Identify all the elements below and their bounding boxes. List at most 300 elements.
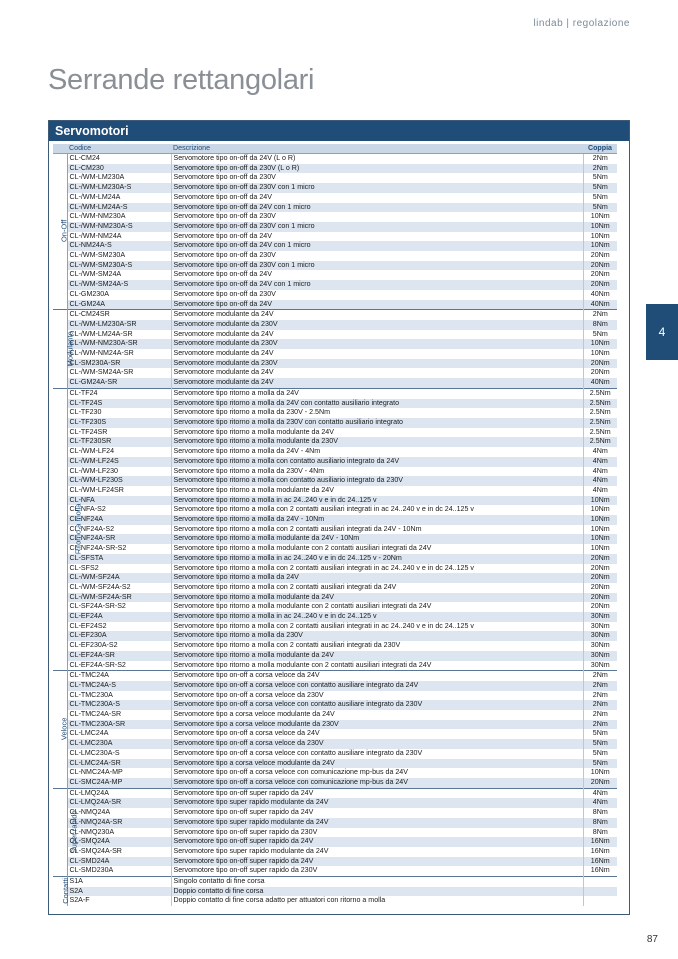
table-row <box>53 641 617 651</box>
table-row <box>53 759 617 769</box>
description-cell: Servomotore tipo on-off da 230V con 1 micro <box>171 222 583 232</box>
code-cell: CL-/WM-SM230A-S <box>67 261 171 271</box>
torque-cell: 2Nm <box>583 154 617 164</box>
description-cell: Doppio contatto di fine corsa <box>171 887 583 897</box>
description-cell: Servomotore tipo ritorno a molla da 24V - 10Nm <box>171 515 583 525</box>
table-row <box>53 828 617 838</box>
table-row <box>53 359 617 369</box>
description-cell: Servomotore tipo ritorno a molla modulante da 24V - 10Nm <box>171 534 583 544</box>
torque-cell: 30Nm <box>583 612 617 622</box>
code-cell: CL-NFA <box>67 496 171 506</box>
torque-cell: 4Nm <box>583 476 617 486</box>
table-row <box>53 525 617 535</box>
table-row <box>53 768 617 778</box>
code-cell: CL-/WM-LF24S <box>67 457 171 467</box>
code-cell: CL-GM24A <box>67 300 171 310</box>
code-cell: CL-/WM-LM24A <box>67 193 171 203</box>
table-row <box>53 349 617 359</box>
description-cell: Servomotore tipo on-off da 24V <box>171 270 583 280</box>
torque-cell <box>583 896 617 906</box>
table-row <box>53 739 617 749</box>
torque-cell: 10Nm <box>590 505 610 514</box>
torque-cell: 30Nm <box>590 641 610 650</box>
torque-cell: 2Nm <box>583 681 617 691</box>
description-cell: Servomotore modulante da 24V <box>171 330 583 340</box>
torque-cell: 4Nm <box>583 798 617 808</box>
table-row <box>53 222 617 232</box>
description-cell: Servomotore tipo on-off a corsa veloce con contatto ausiliare integrato da 24V <box>171 681 583 691</box>
code-cell: CL-SMQ24A-SR <box>67 847 171 857</box>
torque-cell: 2Nm <box>583 720 617 730</box>
torque-cell: 5Nm <box>583 203 617 213</box>
description-cell: Servomotore tipo on-off a corsa veloce da 24V <box>171 671 583 681</box>
code-cell: S2A <box>67 887 171 897</box>
description-cell: Servomotore tipo ritorno a molla con 2 contatti ausiliari integrati in ac 24..240 v e in dc 24..125 v <box>171 505 583 515</box>
table-row <box>53 778 617 788</box>
description-cell: Servomotore tipo a corsa veloce modulante da 230V <box>171 720 583 730</box>
description-cell: Servomotore modulante da 230V <box>171 320 583 330</box>
servomotori-grid <box>53 144 617 906</box>
code-cell: CL-TMC24A <box>67 671 171 681</box>
torque-cell: 2.5Nm <box>583 388 617 398</box>
code-cell: CL-/WM-LM24A-S <box>67 203 171 213</box>
description-cell: Servomotore tipo super rapido modulante da 24V <box>171 847 583 857</box>
torque-cell: 10Nm <box>583 222 617 232</box>
torque-cell: 16Nm <box>583 837 617 847</box>
description-cell: Servomotore tipo on-off a corsa veloce con comunicazione mp-bus da 24V <box>171 768 583 778</box>
table-row <box>53 622 617 632</box>
torque-cell: 8Nm <box>592 808 608 817</box>
torque-cell: 10Nm <box>590 349 610 358</box>
torque-cell: 40Nm <box>583 378 617 388</box>
description-cell: Servomotore tipo super rapido modulante da 24V <box>171 818 583 828</box>
description-cell: Servomotore tipo on-off da 230V con 1 micro <box>171 183 583 193</box>
torque-cell: 5Nm <box>592 329 608 338</box>
table-row <box>53 720 617 730</box>
group-label: On-Off <box>59 219 69 243</box>
torque-cell: 4Nm <box>592 485 608 494</box>
torque-cell: 2Nm <box>592 690 608 699</box>
table-row <box>53 164 617 174</box>
torque-cell: 40Nm <box>590 289 610 298</box>
torque-cell: 5Nm <box>583 759 617 769</box>
table-row <box>53 486 617 496</box>
description-cell: Servomotore tipo a corsa veloce modulante da 24V <box>171 710 583 720</box>
torque-cell: 20Nm <box>590 368 610 377</box>
description-cell: Servomotore tipo on-off a corsa veloce da 230V <box>171 691 583 701</box>
code-cell: CL-/WM-LM24A-SR <box>67 330 171 340</box>
table-row <box>53 212 617 222</box>
code-cell: CL-NF24A-SR-S2 <box>67 544 171 554</box>
description-cell: Servomotore tipo ritorno a molla da 24V con contatto ausiliario integrato <box>171 399 583 409</box>
code-cell: CL-SF24A-SR-S2 <box>67 602 171 612</box>
torque-cell: 5Nm <box>583 183 617 193</box>
description-cell: Servomotore tipo on-off super rapido da 24V <box>171 808 583 818</box>
code-cell: CL-NMQ230A <box>67 828 171 838</box>
page-title: Serrande rettangolari <box>48 64 315 96</box>
description-cell: Servomotore tipo on-off da 230V <box>171 290 583 300</box>
group-label: Contatti <box>61 878 71 905</box>
torque-cell: 8Nm <box>583 320 617 330</box>
code-cell: CL-SMC24A-MP <box>67 778 171 788</box>
description-cell: Servomotore modulante da 24V <box>171 310 583 320</box>
table-row <box>53 534 617 544</box>
description-cell: Servomotore tipo on-off a corsa veloce da 230V <box>171 739 583 749</box>
table-header-row <box>53 144 617 154</box>
description-cell: Servomotore modulante da 24V <box>171 378 583 388</box>
torque-cell: 20Nm <box>590 270 610 279</box>
torque-cell: 2Nm <box>592 710 608 719</box>
table-row <box>53 251 617 261</box>
table-row <box>53 505 617 515</box>
code-cell: CL-LMC24A-SR <box>67 759 171 769</box>
torque-cell: 10Nm <box>590 231 610 240</box>
table-row <box>53 418 617 428</box>
code-cell: CL-NF24A <box>67 515 171 525</box>
torque-cell: 20Nm <box>583 778 617 788</box>
description-cell: Servomotore tipo on-off da 230V <box>171 212 583 222</box>
table-title: Servomotori <box>49 121 629 141</box>
torque-cell: 2Nm <box>583 310 617 320</box>
torque-cell: 20Nm <box>583 261 617 271</box>
code-cell: CL-/WM-SM230A <box>67 251 171 261</box>
code-cell: CL-SMD24A <box>67 857 171 867</box>
code-cell: CL-/WM-LM230A-SR <box>67 320 171 330</box>
description-cell: Servomotore tipo ritorno a molla con 2 contatti ausiliari integrati da 24V - 10Nm <box>171 525 583 535</box>
table-row <box>53 496 617 506</box>
torque-cell: 20Nm <box>583 573 617 583</box>
code-cell: CL-NMQ24A-SR <box>67 818 171 828</box>
table-row <box>53 573 617 583</box>
description-cell: Servomotore tipo ritorno a molla modulante da 24V <box>171 428 583 438</box>
code-cell: CL-LMC24A <box>67 729 171 739</box>
description-column-header: Descrizione <box>171 144 583 154</box>
torque-cell: 2.5Nm <box>583 437 617 447</box>
table-row <box>53 408 617 418</box>
torque-cell: 10Nm <box>590 768 610 777</box>
code-cell: CL-NMQ24A <box>67 808 171 818</box>
code-cell: CL-TF24S <box>67 399 171 409</box>
code-cell: CL-/WM-LF230 <box>67 467 171 477</box>
description-cell: Servomotore tipo ritorno a molla da 230V - 2.5Nm <box>171 408 583 418</box>
code-cell: CL-NM24A-S <box>67 241 171 251</box>
table-row <box>53 896 617 906</box>
group-label-cell <box>53 788 79 876</box>
description-cell: Servomotore tipo ritorno a molla con 2 contatti ausiliari integrati in ac 24..240 v e in dc 24..125 v <box>171 564 583 574</box>
torque-cell: 8Nm <box>583 818 617 828</box>
table-row <box>53 631 617 641</box>
code-cell: CL-/WM-SM24A-S <box>67 280 171 290</box>
code-cell: CL-TMC24A-SR <box>67 710 171 720</box>
code-cell: CL-/WM-NM230A <box>67 212 171 222</box>
table-row <box>53 183 617 193</box>
group-label: Ritorno a molla <box>73 503 83 555</box>
description-cell: Servomotore tipo on-off super rapido da 24V <box>171 857 583 867</box>
code-cell: CL-LMQ24A-SR <box>67 798 171 808</box>
table-row <box>53 300 617 310</box>
code-cell: CL-TF230 <box>67 408 171 418</box>
table-row <box>53 339 617 349</box>
torque-cell: 30Nm <box>583 651 617 661</box>
code-cell: CL-TF230SR <box>67 437 171 447</box>
table-row <box>53 857 617 867</box>
description-cell: Servomotore tipo ritorno a molla da 24V <box>171 573 583 583</box>
description-cell: Servomotore tipo on-off da 24V <box>171 193 583 203</box>
description-cell: Servomotore tipo ritorno a molla con 2 contatti ausiliari integrati in ac 24..240 v e in dc 24..125 v <box>171 622 583 632</box>
table-row <box>53 808 617 818</box>
torque-cell <box>583 887 617 897</box>
table-row <box>53 437 617 447</box>
table-row <box>53 388 617 398</box>
code-cell: CL-CM24SR <box>67 310 171 320</box>
torque-cell: 4Nm <box>592 466 608 475</box>
code-cell: CL-EF230A-S2 <box>67 641 171 651</box>
description-cell: Doppio contatto di fine corsa adatto per attuatori con ritorno a molla <box>171 896 583 906</box>
torque-cell: 40Nm <box>583 300 617 310</box>
table-row <box>53 544 617 554</box>
code-cell: CL-NMC24A-MP <box>67 768 171 778</box>
code-cell: CL-/WM-NM230A-S <box>67 222 171 232</box>
table-row <box>53 467 617 477</box>
description-cell: Servomotore modulante da 230V <box>171 339 583 349</box>
description-cell: Servomotore tipo ritorno a molla con contatto ausiliario integrato da 24V <box>171 457 583 467</box>
torque-cell: 2Nm <box>583 164 617 174</box>
description-cell: Servomotore tipo ritorno a molla da 230V <box>171 631 583 641</box>
description-cell: Servomotore tipo on-off da 24V con 1 micro <box>171 203 583 213</box>
description-cell: Servomotore tipo on-off super rapido da 230V <box>171 828 583 838</box>
description-cell: Servomotore tipo on-off da 230V (L o R) <box>171 164 583 174</box>
group-label-cell <box>53 154 67 310</box>
torque-cell: 2.5Nm <box>583 399 617 409</box>
code-cell: CL-GM230A <box>67 290 171 300</box>
table-row <box>53 818 617 828</box>
torque-cell: 10Nm <box>590 524 610 533</box>
torque-cell: 5Nm <box>592 729 608 738</box>
torque-cell: 5Nm <box>583 739 617 749</box>
code-cell: CL-NFA-S2 <box>67 505 171 515</box>
torque-cell: 20Nm <box>583 593 617 603</box>
description-cell: Servomotore tipo on-off super rapido da 24V <box>171 837 583 847</box>
table-row <box>53 320 617 330</box>
torque-cell: 4Nm <box>583 457 617 467</box>
code-cell: CL-TF24SR <box>67 428 171 438</box>
torque-cell: 5Nm <box>592 192 608 201</box>
torque-cell: 16Nm <box>590 866 610 875</box>
table-row <box>53 729 617 739</box>
code-cell: CL-CM230 <box>67 164 171 174</box>
table-row <box>53 661 617 671</box>
code-cell: CL-/WM-LF24 <box>67 447 171 457</box>
code-cell: CL-/WM-SM24A-SR <box>67 368 171 378</box>
code-cell: CL-/WM-NM230A-SR <box>67 339 171 349</box>
code-cell: CL-/WM-LF230S <box>67 476 171 486</box>
table-row <box>53 691 617 701</box>
table-row <box>53 290 617 300</box>
torque-cell: 2.5Nm <box>589 408 611 417</box>
code-cell: CL-/WM-SF24A-S2 <box>67 583 171 593</box>
code-cell: S2A-F <box>67 896 171 906</box>
group-label: Veloce <box>59 717 69 741</box>
description-cell: Servomotore modulante da 24V <box>171 368 583 378</box>
code-cell: CL-SM230A-SR <box>67 359 171 369</box>
description-cell: Servomotore tipo on-off da 230V <box>171 251 583 261</box>
table-row <box>53 457 617 467</box>
torque-cell: 20Nm <box>583 554 617 564</box>
table-row <box>53 193 617 203</box>
code-cell: CL-/WM-LM230A <box>67 173 171 183</box>
code-cell: CL-/WM-NM24A <box>67 232 171 242</box>
torque-cell: 20Nm <box>590 602 610 611</box>
description-cell: Servomotore tipo on-off da 24V con 1 micro <box>171 280 583 290</box>
torque-cell: 20Nm <box>583 359 617 369</box>
code-cell: S1A <box>67 877 171 887</box>
code-cell: CL-EF24S2 <box>67 622 171 632</box>
code-column-header: Codice <box>67 144 171 154</box>
description-cell: Servomotore tipo on-off super rapido da 24V <box>171 788 583 798</box>
table-row <box>53 671 617 681</box>
description-cell: Servomotore tipo on-off a corsa veloce con contatto ausiliare integrato da 230V <box>171 700 583 710</box>
table-row <box>53 270 617 280</box>
torque-cell: 4Nm <box>583 788 617 798</box>
group-label-cell <box>53 877 71 907</box>
code-cell: CL-NF24A-S2 <box>67 525 171 535</box>
description-cell: Servomotore tipo on-off a corsa veloce con contatto ausiliare integrato da 230V <box>171 749 583 759</box>
code-cell: CL-SFSTA <box>67 554 171 564</box>
table-row <box>53 887 617 897</box>
code-cell: CL-/WM-NM24A-SR <box>67 349 171 359</box>
description-cell: Servomotore tipo ritorno a molla da 24V - 4Nm <box>171 447 583 457</box>
group-label-cell <box>53 310 75 389</box>
code-cell: CL-SFS2 <box>67 564 171 574</box>
description-cell: Servomotore tipo ritorno a molla modulante con 2 contatti ausiliari integrati da 24V <box>171 661 583 671</box>
code-cell: CL-TF230S <box>67 418 171 428</box>
torque-cell: 20Nm <box>590 251 610 260</box>
table-row <box>53 173 617 183</box>
description-cell: Servomotore tipo on-off da 24V <box>171 300 583 310</box>
torque-cell: 30Nm <box>583 631 617 641</box>
description-cell: Servomotore tipo ritorno a molla da 230V - 4Nm <box>171 467 583 477</box>
table-row <box>53 154 617 164</box>
table-row <box>53 877 617 887</box>
code-cell: CL-TF24 <box>67 388 171 398</box>
code-cell: CL-TMC230A <box>67 691 171 701</box>
description-cell: Servomotore tipo on-off super rapido da 230V <box>171 866 583 876</box>
torque-cell: 2.5Nm <box>583 418 617 428</box>
description-cell: Servomotore tipo ritorno a molla modulante da 230V <box>171 437 583 447</box>
code-cell: CL-TMC24A-S <box>67 681 171 691</box>
description-cell: Servomotore tipo ritorno a molla modulante da 24V <box>171 593 583 603</box>
group-label: Modulante <box>65 331 75 367</box>
chapter-tab: 4 <box>646 304 678 360</box>
description-cell: Servomotore tipo on-off da 230V con 1 micro <box>171 261 583 271</box>
code-cell: CL-EF24A <box>67 612 171 622</box>
table-row <box>53 330 617 340</box>
torque-cell: 10Nm <box>583 241 617 251</box>
code-cell: CL-NF24A-SR <box>67 534 171 544</box>
description-cell: Servomotore tipo ritorno a molla modulante da 24V <box>171 486 583 496</box>
table-row <box>53 749 617 759</box>
code-cell: CL-/WM-LM230A-S <box>67 183 171 193</box>
code-cell: CL-GM24A-SR <box>67 378 171 388</box>
torque-cell: 4Nm <box>592 447 608 456</box>
code-cell: CL-TMC230A-S <box>67 700 171 710</box>
table-row <box>53 788 617 798</box>
torque-cell: 5Nm <box>592 173 608 182</box>
torque-cell: 16Nm <box>583 857 617 867</box>
description-cell: Servomotore tipo ritorno a molla modulante da 24V <box>171 651 583 661</box>
table-row <box>53 399 617 409</box>
description-cell: Servomotore tipo on-off da 24V con 1 micro <box>171 241 583 251</box>
torque-cell: 10Nm <box>583 339 617 349</box>
table-row <box>53 428 617 438</box>
brand-header: lindab | regolazione <box>533 18 630 29</box>
code-cell: CL-/WM-LF24SR <box>67 486 171 496</box>
code-cell: CL-LMC230A <box>67 739 171 749</box>
torque-cell: 5Nm <box>592 748 608 757</box>
code-cell: CL-LMQ24A <box>67 788 171 798</box>
description-cell: Servomotore tipo ritorno a molla in ac 24..240 v e in dc 24..125 v <box>171 612 583 622</box>
code-cell: CL-/WM-SF24A <box>67 573 171 583</box>
servomotori-table <box>48 120 630 915</box>
torque-cell: 16Nm <box>590 846 610 855</box>
description-cell: Servomotore tipo ritorno a molla da 24V <box>171 388 583 398</box>
description-cell: Servomotore tipo ritorno a molla modulante con 2 contatti ausiliari integrati da 24V <box>171 602 583 612</box>
table-row <box>53 378 617 388</box>
description-cell: Servomotore tipo ritorno a molla in ac 24..240 v e in dc 24..125 v - 20Nm <box>171 554 583 564</box>
table-row <box>53 261 617 271</box>
code-cell: CL-/WM-SM24A <box>67 270 171 280</box>
table-row <box>53 515 617 525</box>
table-row <box>53 241 617 251</box>
description-cell: Servomotore tipo ritorno a molla con 2 contatti ausiliari integrati da 24V <box>171 583 583 593</box>
table-row <box>53 564 617 574</box>
torque-cell: 20Nm <box>590 563 610 572</box>
torque-cell: 30Nm <box>590 660 610 669</box>
description-cell: Servomotore tipo ritorno a molla con contatto ausiliario integrato da 230V <box>171 476 583 486</box>
code-cell: CL-EF24A-SR-S2 <box>67 661 171 671</box>
table-row <box>53 310 617 320</box>
table-row <box>53 203 617 213</box>
torque-cell: 8Nm <box>592 827 608 836</box>
code-cell: CL-EF24A-SR <box>67 651 171 661</box>
table-row <box>53 798 617 808</box>
table-row <box>53 710 617 720</box>
table-row <box>53 866 617 876</box>
description-cell: Servomotore tipo on-off a corsa veloce con comunicazione mp-bus da 24V <box>171 778 583 788</box>
torque-cell: 10Nm <box>590 212 610 221</box>
table-row <box>53 602 617 612</box>
description-cell: Servomotore tipo ritorno a molla in ac 24..240 v e in dc 24..125 v <box>171 496 583 506</box>
table-row <box>53 847 617 857</box>
table-row <box>53 554 617 564</box>
torque-cell: 20Nm <box>590 582 610 591</box>
code-cell: CL-CM24 <box>67 154 171 164</box>
torque-cell: 20Nm <box>583 280 617 290</box>
description-cell: Servomotore tipo on-off da 24V (L o R) <box>171 154 583 164</box>
description-cell: Servomotore tipo super rapido modulante da 24V <box>171 798 583 808</box>
description-cell: Servomotore tipo ritorno a molla da 230V con contatto ausiliario integrato <box>171 418 583 428</box>
description-cell: Servomotore tipo a corsa veloce modulante da 24V <box>171 759 583 769</box>
table-row <box>53 583 617 593</box>
torque-cell: 2Nm <box>583 700 617 710</box>
group-label: Super rapido <box>69 810 79 854</box>
table-row <box>53 593 617 603</box>
torque-cell: 10Nm <box>590 544 610 553</box>
code-cell: CL-LMC230A-S <box>67 749 171 759</box>
group-column-header <box>53 144 67 154</box>
table-row <box>53 280 617 290</box>
torque-cell: 2Nm <box>583 671 617 681</box>
